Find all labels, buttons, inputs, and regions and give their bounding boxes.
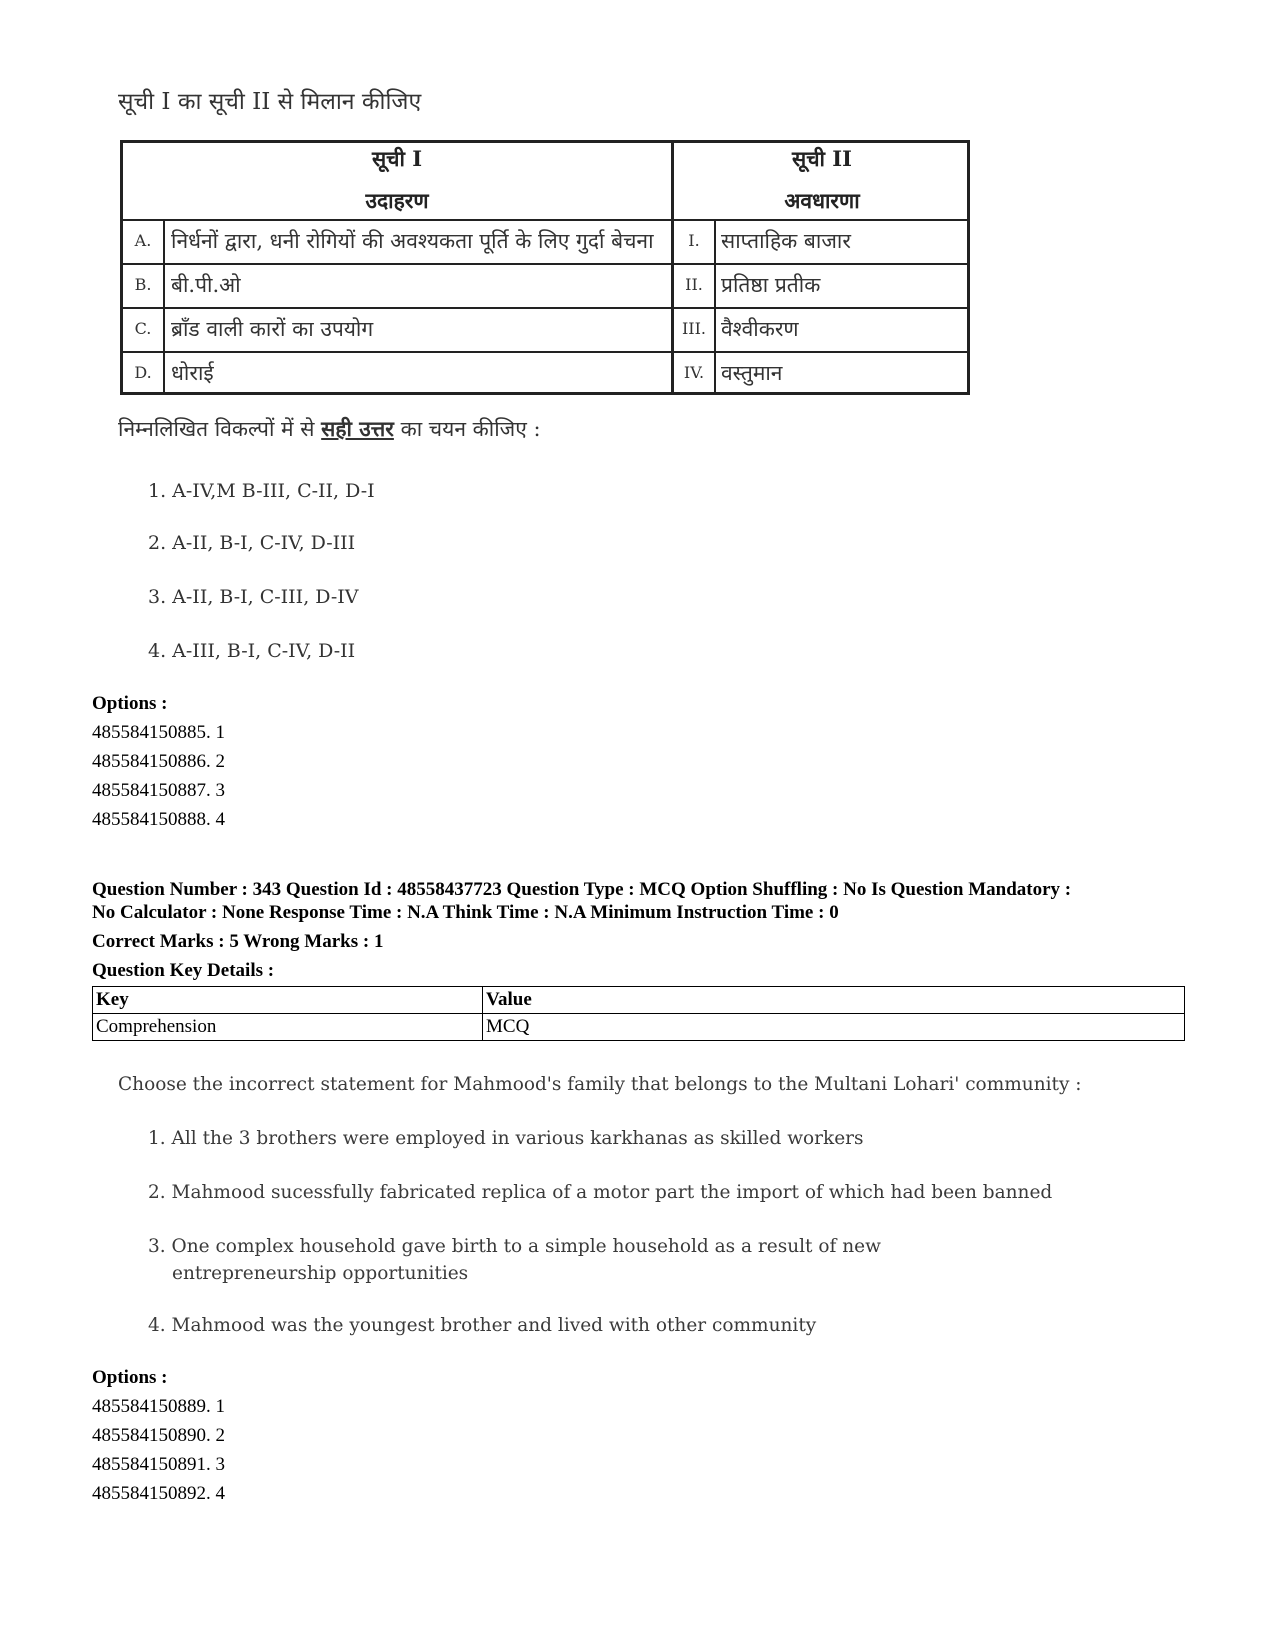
match-row: [123, 351, 967, 395]
q1-choice: 2. A-II, B-I, C-IV, D-III: [148, 532, 356, 554]
list1-subtitle: उदाहरण: [365, 188, 429, 213]
match-table: [120, 140, 970, 395]
match-row: [123, 263, 967, 309]
q2-meta-line1: Question Number : 343 Question Id : 48558437723 Question Type : MCQ Option Shuffling : No Is Question Mandatory :: [92, 879, 1072, 900]
row-example: ब्रॉंड वाली कारों का उपयोग: [171, 317, 374, 341]
row-letter: A.: [123, 219, 165, 263]
list2-subtitle: अवधारणा: [784, 188, 860, 213]
q2-choice: 3. One complex household gave birth to a simple household as a result of new: [148, 1236, 881, 1257]
row-example: बी.पी.ओ: [171, 273, 241, 297]
row-example: धोराई: [171, 361, 214, 385]
q2-choice: 1. All the 3 brothers were employed in various karkhanas as skilled workers: [148, 1128, 864, 1149]
value-cell: MCQ: [483, 1014, 1185, 1041]
table-row: [93, 1014, 1185, 1041]
q2-question: Choose the incorrect statement for Mahmood's family that belongs to the Multani Lohari' community :: [118, 1074, 1082, 1095]
select-instruction: [118, 415, 541, 443]
key-details-table: [92, 986, 1185, 1041]
q2-marks: Correct Marks : 5 Wrong Marks : 1: [92, 931, 384, 952]
select-prefix: निम्नलिखित विकल्पों में से: [118, 417, 322, 441]
match-instruction: सूची I का सूची II से मिलान कीजिए: [118, 89, 422, 115]
match-table-header: [123, 143, 967, 221]
row-letter: B.: [123, 263, 165, 307]
q2-option: 485584150890. 2: [92, 1425, 225, 1446]
list2-header: [671, 143, 970, 219]
q1-option: 485584150888. 4: [92, 809, 225, 830]
q1-option: 485584150887. 3: [92, 780, 225, 801]
row-concept: साप्ताहिक बाजार: [721, 229, 851, 253]
select-suffix: का चयन कीजिए :: [393, 417, 541, 441]
q1-choice: 4. A-III, B-I, C-IV, D-II: [148, 640, 356, 662]
row-numeral: III.: [671, 307, 716, 351]
q1-choice: 3. A-II, B-I, C-III, D-IV: [148, 586, 359, 608]
list1-header: [123, 143, 671, 219]
key-cell: Comprehension: [93, 1014, 483, 1041]
select-emphasis: सही उत्तर: [321, 416, 394, 441]
row-concept: वस्तुमान: [721, 361, 783, 385]
row-concept: प्रतिष्ठा प्रतीक: [721, 273, 821, 297]
q1-choice: 1. A-IV,M B-III, C-II, D-I: [148, 480, 375, 502]
row-numeral: I.: [671, 219, 716, 263]
q1-options-label: Options :: [92, 693, 168, 714]
q1-option: 485584150885. 1: [92, 722, 225, 743]
match-row: [123, 307, 967, 353]
q2-key-details-label: Question Key Details :: [92, 960, 275, 981]
row-numeral: II.: [671, 263, 716, 307]
list1-title: सूची I: [371, 146, 423, 171]
q2-meta-line2: No Calculator : None Response Time : N.A Think Time : N.A Minimum Instruction Time : 0: [92, 902, 839, 923]
key-table-header: [93, 987, 1185, 1014]
q2-option: 485584150892. 4: [92, 1483, 225, 1504]
value-header: Value: [483, 987, 1185, 1014]
q2-options-label: Options :: [92, 1367, 168, 1388]
row-concept: वैश्वीकरण: [721, 317, 799, 341]
q1-option: 485584150886. 2: [92, 751, 225, 772]
q2-choice-continuation: entrepreneurship opportunities: [172, 1263, 469, 1284]
row-letter: D.: [123, 351, 165, 395]
row-letter: C.: [123, 307, 165, 351]
q2-choice: 4. Mahmood was the youngest brother and lived with other community: [148, 1315, 817, 1336]
q2-choice: 2. Mahmood sucessfully fabricated replica of a motor part the import of which had been banned: [148, 1182, 1053, 1203]
match-row: [123, 219, 967, 265]
list2-title: सूची II: [792, 146, 852, 171]
q2-option: 485584150891. 3: [92, 1454, 225, 1475]
row-example: निर्धनों द्वारा, धनी रोगियों की अवश्यकता पूर्ति के लिए गुर्दा बेचना: [171, 229, 654, 253]
q2-option: 485584150889. 1: [92, 1396, 225, 1417]
row-numeral: IV.: [671, 351, 716, 395]
key-header: Key: [93, 987, 483, 1014]
